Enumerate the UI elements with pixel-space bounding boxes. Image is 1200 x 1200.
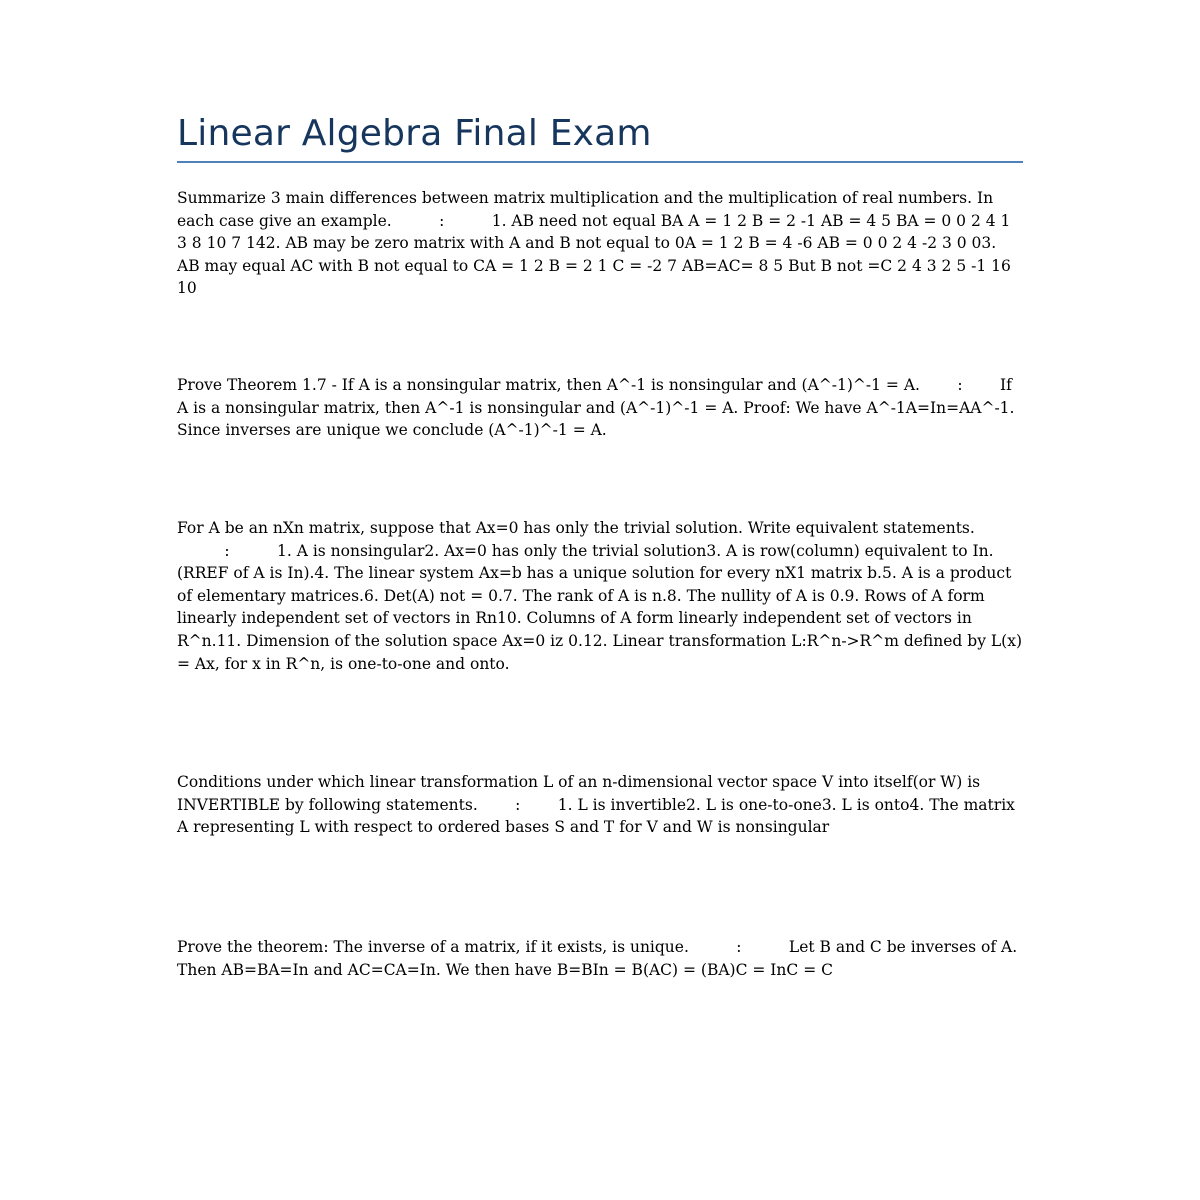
title-underline [177,161,1023,163]
answer-separator: : [224,541,230,560]
question-text: Prove the theorem: The inverse of a matrix, if it exists, is unique. [177,938,689,956]
question-block-3 [177,517,1023,675]
question-text: Summarize 3 main differences between matrix multiplication and the multiplication of real numbers. In each case give an example. [177,189,994,230]
question-text: For A be an nXn matrix, suppose that Ax=0 has only the trivial solution. Write equivalent statements. [177,519,975,537]
answer-text: Let B and C be inverses of A. Then AB=BA=In and AC=CA=In. We then have B=BIn = B(AC) = (BA)C = InC = C [177,938,1018,979]
question-block-5 [177,936,1023,981]
question-text: Conditions under which linear transformation L of an n-dimensional vector space V into itself(or W) is INVERTIBLE by following statements. [177,773,981,814]
question-block-4 [177,771,1023,839]
document-title: Linear Algebra Final Exam [177,113,652,154]
answer-separator: : [736,938,742,956]
answer-separator: : [515,795,521,814]
question-text: Prove Theorem 1.7 - If A is a nonsingular matrix, then A^-1 is nonsingular and (A^-1)^-1 = A. [177,376,920,394]
answer-text: 1. L is invertible2. L is one-to-one3. L is onto4. The matrix A representing L with respect to ordered bases S and T for V and W is nonsingular [177,795,1015,837]
answer-text: 1. AB need not equal BA A = 1 2 B = 2 -1 AB = 4 5 BA = 0 0 2 4 1 3 8 10 7 142. AB may be zero matrix with A and B not equal to 0A = 1 2 B = 4 -6 AB = 0 0 2 4 -2 3 0 03. AB may equal AC with B not equal to CA = 1 2 B = 2 1 C = -2 7 AB=AC= 8 5 But B not =C 2 4 3 2 5 -1 16 10 [177,211,1011,298]
answer-separator: : [957,376,963,394]
answer-text: If A is a nonsingular matrix, then A^-1 is nonsingular and (A^-1)^-1 = A. Proof: We have A^-1A=In=AA^-1. Since inverses are unique we conclude (A^-1)^-1 = A. [177,376,1015,440]
answer-text: 1. A is nonsingular2. Ax=0 has only the trivial solution3. A is row(column) equivalent to In. (RREF of A is In).4. The linear system Ax=b has a unique solution for every nX1 matrix b.5. A is a product of elementary matrices.6. Det(A) not = 0.7. The rank of A is n.8. The nullity of A is 0.9. Rows of A form linearly independent set of vectors in Rn10. Columns of A form linearly independent set of vectors in R^n.11. Dimension of the solution space Ax=0 iz 0.12. Linear transformation L:R^n->R^m defined by L(x) = Ax, for x in R^n, is one-to-one and onto. [177,541,1022,673]
question-block-2 [177,374,1023,442]
answer-separator: : [439,211,445,230]
question-block-1 [177,187,1023,300]
